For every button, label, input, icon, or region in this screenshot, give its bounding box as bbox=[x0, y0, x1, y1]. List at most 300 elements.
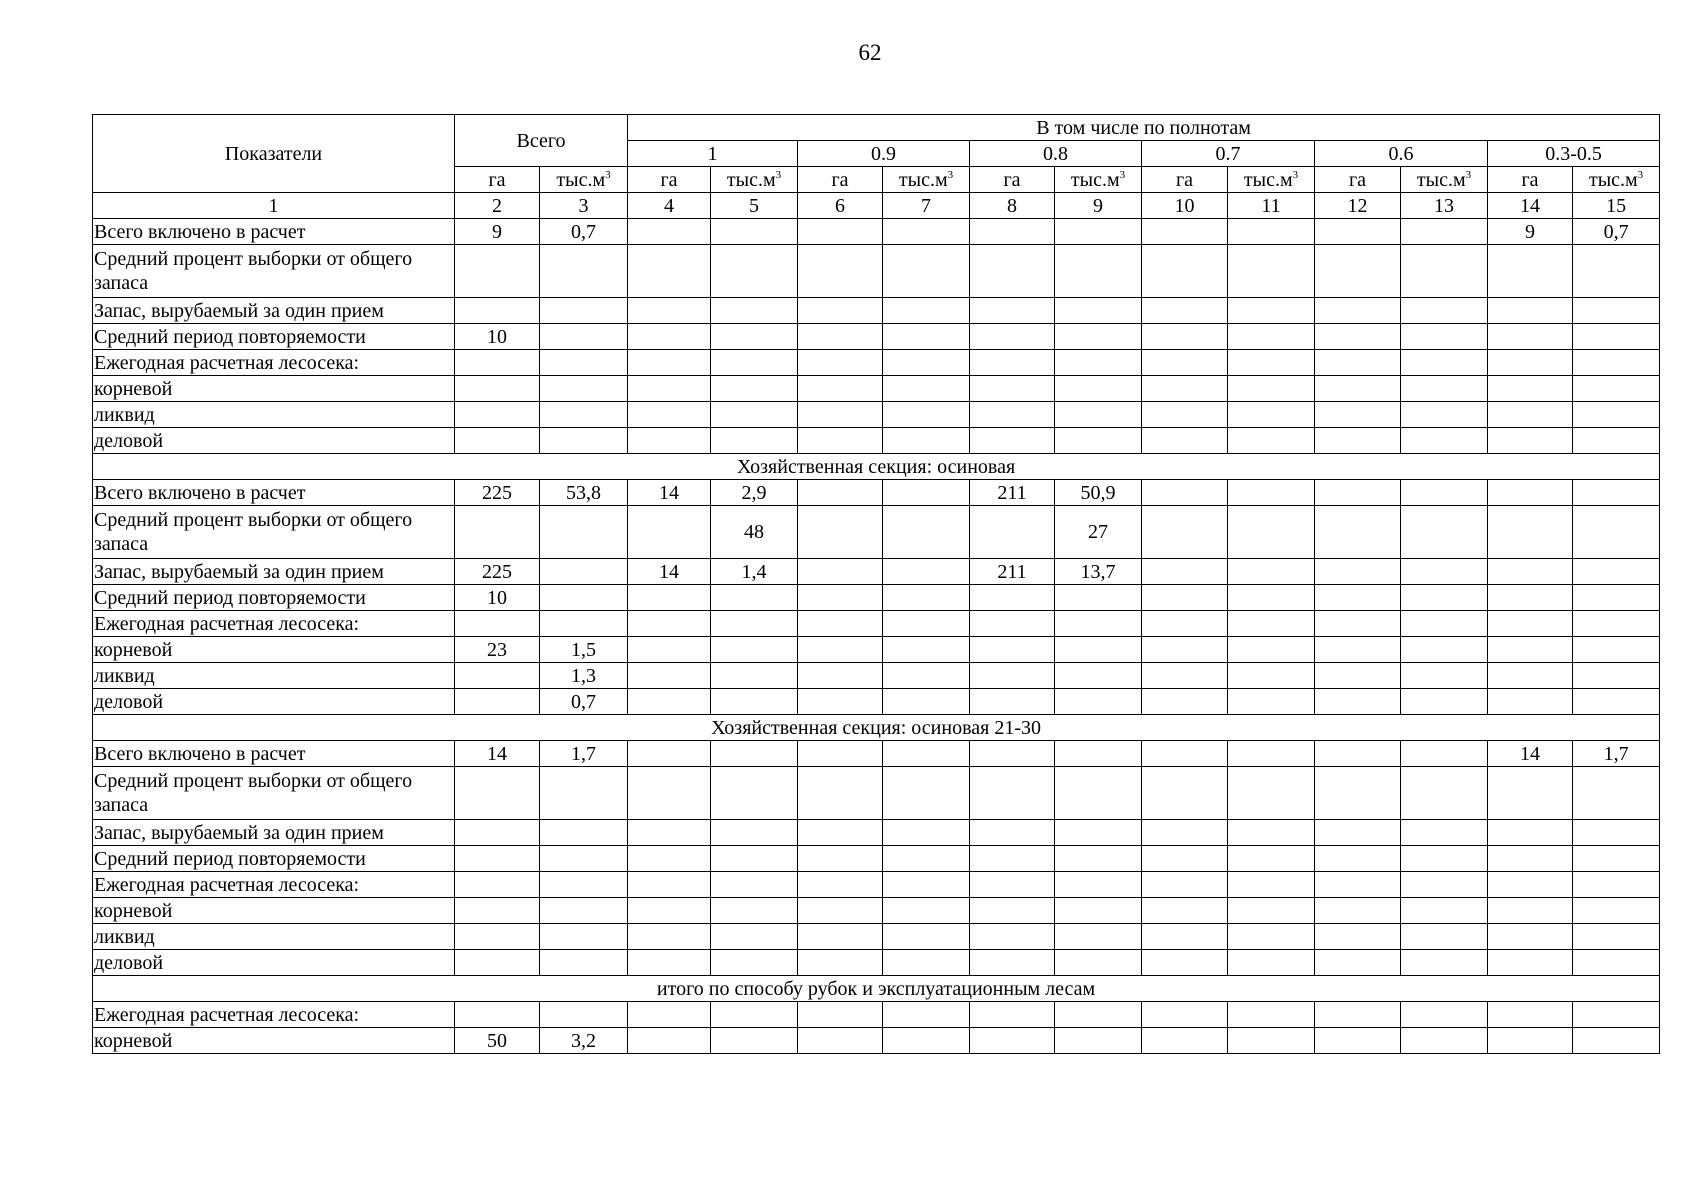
table-cell: 10 bbox=[455, 585, 540, 611]
table-cell bbox=[628, 820, 711, 846]
table-cell bbox=[1142, 585, 1228, 611]
unit-volume-text: тыс.м bbox=[726, 168, 776, 191]
table-cell: 0,7 bbox=[540, 219, 628, 245]
table-cell: 10 bbox=[455, 324, 540, 350]
table-cell bbox=[1315, 480, 1401, 506]
table-row bbox=[93, 950, 1660, 976]
unit-volume-exponent: 3 bbox=[1292, 168, 1299, 181]
table-cell bbox=[1488, 245, 1573, 298]
table-cell bbox=[798, 741, 883, 767]
table-cell bbox=[455, 1002, 540, 1028]
unit-volume-text: тыс.м bbox=[556, 168, 606, 191]
section-row bbox=[93, 454, 1660, 480]
table-cell bbox=[1228, 950, 1315, 976]
table-cell bbox=[540, 298, 628, 324]
table-cell bbox=[798, 898, 883, 924]
table-cell bbox=[1142, 480, 1228, 506]
table-cell bbox=[970, 663, 1055, 689]
column-number: 2 bbox=[455, 193, 540, 219]
table-cell bbox=[1142, 559, 1228, 585]
table-cell bbox=[455, 245, 540, 298]
column-number: 1 bbox=[93, 193, 455, 219]
table-cell bbox=[628, 350, 711, 376]
table-row bbox=[93, 846, 1660, 872]
table-cell bbox=[1228, 480, 1315, 506]
table-cell: 48 bbox=[711, 506, 798, 559]
table-cell bbox=[883, 741, 970, 767]
table-cell: 225 bbox=[455, 480, 540, 506]
table-cell bbox=[1573, 350, 1660, 376]
table-cell bbox=[540, 324, 628, 350]
table-cell bbox=[540, 767, 628, 820]
table-cell bbox=[628, 219, 711, 245]
table-cell bbox=[711, 872, 798, 898]
table-cell bbox=[798, 924, 883, 950]
table-cell bbox=[883, 611, 970, 637]
table-cell bbox=[1401, 846, 1488, 872]
table-cell bbox=[970, 324, 1055, 350]
table-row bbox=[93, 480, 1660, 506]
table-cell bbox=[1488, 767, 1573, 820]
table-cell: 2,9 bbox=[711, 480, 798, 506]
table-cell bbox=[1142, 741, 1228, 767]
table-cell bbox=[1488, 480, 1573, 506]
table-cell bbox=[1401, 872, 1488, 898]
table-cell bbox=[1055, 924, 1142, 950]
table-cell bbox=[1488, 324, 1573, 350]
table-cell bbox=[540, 506, 628, 559]
allowable-cut-table bbox=[92, 114, 1660, 1054]
table-cell bbox=[1401, 820, 1488, 846]
table-cell bbox=[883, 767, 970, 820]
table-cell bbox=[455, 428, 540, 454]
table-cell bbox=[1142, 402, 1228, 428]
table-cell bbox=[1315, 402, 1401, 428]
table-row bbox=[93, 298, 1660, 324]
row-label: Всего включено в расчет bbox=[93, 741, 455, 767]
table-cell: 225 bbox=[455, 559, 540, 585]
header-unit-ha: га bbox=[628, 167, 711, 193]
column-number: 11 bbox=[1228, 193, 1315, 219]
unit-volume-exponent: 3 bbox=[1119, 168, 1126, 181]
table-cell bbox=[798, 428, 883, 454]
table-cell bbox=[711, 637, 798, 663]
table-cell bbox=[883, 689, 970, 715]
table-cell bbox=[1315, 1002, 1401, 1028]
header-unit-volume bbox=[1573, 167, 1660, 193]
table-cell bbox=[540, 350, 628, 376]
table-row bbox=[93, 767, 1660, 820]
table-cell bbox=[883, 402, 970, 428]
header-unit-volume bbox=[883, 167, 970, 193]
table-cell bbox=[1055, 376, 1142, 402]
table-cell bbox=[883, 1028, 970, 1054]
table-cell bbox=[711, 245, 798, 298]
table-cell bbox=[1315, 298, 1401, 324]
table-cell bbox=[970, 872, 1055, 898]
table-cell bbox=[1228, 611, 1315, 637]
table-cell bbox=[798, 1028, 883, 1054]
table-cell: 50 bbox=[455, 1028, 540, 1054]
table-cell bbox=[883, 637, 970, 663]
row-label: Средний период повторяемости bbox=[93, 324, 455, 350]
section-title: Хозяйственная секция: осиновая bbox=[93, 454, 1660, 480]
column-number: 6 bbox=[798, 193, 883, 219]
unit-volume-text: тыс.м bbox=[1416, 168, 1466, 191]
header-indicator: Показатели bbox=[93, 115, 455, 193]
table-cell bbox=[883, 898, 970, 924]
table-cell bbox=[1573, 611, 1660, 637]
table-cell bbox=[1573, 376, 1660, 402]
table-cell bbox=[1573, 872, 1660, 898]
table-row bbox=[93, 637, 1660, 663]
table-cell bbox=[1142, 245, 1228, 298]
table-cell bbox=[883, 480, 970, 506]
table-cell bbox=[1315, 324, 1401, 350]
column-number: 14 bbox=[1488, 193, 1573, 219]
table-cell bbox=[1315, 245, 1401, 298]
table-cell bbox=[1488, 376, 1573, 402]
table-cell bbox=[1488, 950, 1573, 976]
table-cell bbox=[1488, 820, 1573, 846]
row-label: ликвид bbox=[93, 663, 455, 689]
table-cell bbox=[1142, 950, 1228, 976]
table-cell bbox=[1401, 950, 1488, 976]
table-row bbox=[93, 350, 1660, 376]
table-cell bbox=[711, 350, 798, 376]
table-cell bbox=[1401, 298, 1488, 324]
table-cell bbox=[711, 428, 798, 454]
table-cell bbox=[628, 1002, 711, 1028]
table-cell bbox=[970, 950, 1055, 976]
table-cell bbox=[1401, 741, 1488, 767]
table-row bbox=[93, 245, 1660, 298]
header-unit-ha: га bbox=[1315, 167, 1401, 193]
table-cell: 14 bbox=[455, 741, 540, 767]
table-row bbox=[93, 585, 1660, 611]
table-cell bbox=[1142, 637, 1228, 663]
row-label: Ежегодная расчетная лесосека: bbox=[93, 350, 455, 376]
column-number: 3 bbox=[540, 193, 628, 219]
table-cell bbox=[1315, 950, 1401, 976]
table-cell bbox=[455, 350, 540, 376]
table-cell bbox=[1228, 245, 1315, 298]
table-cell bbox=[1488, 924, 1573, 950]
table-cell bbox=[1488, 350, 1573, 376]
table-cell bbox=[1228, 376, 1315, 402]
table-cell bbox=[1142, 898, 1228, 924]
table-body bbox=[93, 219, 1660, 1054]
header-unit-volume bbox=[1055, 167, 1142, 193]
table-cell bbox=[1055, 663, 1142, 689]
header-density-5: 0.3-0.5 bbox=[1488, 141, 1660, 167]
table-cell bbox=[1055, 820, 1142, 846]
row-label: Ежегодная расчетная лесосека: bbox=[93, 1002, 455, 1028]
table-cell bbox=[798, 219, 883, 245]
table-cell: 14 bbox=[1488, 741, 1573, 767]
table-cell bbox=[711, 924, 798, 950]
table-cell bbox=[1401, 506, 1488, 559]
table-cell bbox=[1055, 1002, 1142, 1028]
table-cell bbox=[798, 663, 883, 689]
table-cell bbox=[1228, 559, 1315, 585]
table-cell bbox=[1573, 637, 1660, 663]
table-row bbox=[93, 663, 1660, 689]
table-cell bbox=[1228, 428, 1315, 454]
table-cell bbox=[970, 376, 1055, 402]
table-cell bbox=[628, 637, 711, 663]
table-cell bbox=[883, 1002, 970, 1028]
table-cell bbox=[711, 298, 798, 324]
table-cell bbox=[883, 219, 970, 245]
table-row bbox=[93, 611, 1660, 637]
table-row bbox=[93, 924, 1660, 950]
table-cell bbox=[1401, 219, 1488, 245]
table-cell bbox=[628, 846, 711, 872]
table-row bbox=[93, 741, 1660, 767]
table-cell bbox=[883, 298, 970, 324]
table-cell bbox=[970, 245, 1055, 298]
table-cell bbox=[628, 924, 711, 950]
table-cell bbox=[883, 506, 970, 559]
table-cell bbox=[711, 611, 798, 637]
table-cell bbox=[1488, 898, 1573, 924]
table-cell bbox=[1488, 872, 1573, 898]
table-cell bbox=[455, 506, 540, 559]
table-cell bbox=[1055, 350, 1142, 376]
table-cell bbox=[1228, 872, 1315, 898]
table-cell bbox=[1573, 924, 1660, 950]
table-cell bbox=[1488, 663, 1573, 689]
table-cell bbox=[540, 245, 628, 298]
table-cell bbox=[455, 767, 540, 820]
header-unit-volume bbox=[1401, 167, 1488, 193]
column-number: 8 bbox=[970, 193, 1055, 219]
unit-volume-exponent: 3 bbox=[775, 168, 782, 181]
unit-volume-exponent: 3 bbox=[1465, 168, 1472, 181]
table-cell bbox=[883, 350, 970, 376]
table-cell bbox=[1315, 637, 1401, 663]
table-cell bbox=[883, 950, 970, 976]
table-cell bbox=[798, 480, 883, 506]
table-cell bbox=[628, 741, 711, 767]
table-cell bbox=[1488, 689, 1573, 715]
table-cell bbox=[1055, 298, 1142, 324]
header-unit-volume bbox=[1228, 167, 1315, 193]
row-label: Ежегодная расчетная лесосека: bbox=[93, 872, 455, 898]
table-cell bbox=[1573, 898, 1660, 924]
table-cell bbox=[1142, 767, 1228, 820]
row-label: деловой bbox=[93, 428, 455, 454]
header-unit-ha: га bbox=[970, 167, 1055, 193]
table-cell bbox=[1573, 585, 1660, 611]
table-cell bbox=[628, 689, 711, 715]
table-row bbox=[93, 559, 1660, 585]
table-row bbox=[93, 820, 1660, 846]
table-cell bbox=[628, 585, 711, 611]
table-cell bbox=[540, 1002, 628, 1028]
table-cell bbox=[970, 219, 1055, 245]
table-cell bbox=[711, 689, 798, 715]
table-cell bbox=[1401, 585, 1488, 611]
row-label: Средний период повторяемости bbox=[93, 846, 455, 872]
table-cell bbox=[970, 689, 1055, 715]
table-cell bbox=[628, 324, 711, 350]
table-cell: 13,7 bbox=[1055, 559, 1142, 585]
table-cell bbox=[798, 767, 883, 820]
table-cell bbox=[970, 611, 1055, 637]
table-cell: 211 bbox=[970, 480, 1055, 506]
table-cell bbox=[711, 1002, 798, 1028]
table-cell bbox=[1228, 298, 1315, 324]
table-cell: 14 bbox=[628, 480, 711, 506]
table-cell bbox=[1573, 428, 1660, 454]
table-cell bbox=[1228, 350, 1315, 376]
table-cell: 1,5 bbox=[540, 637, 628, 663]
table-cell bbox=[1315, 350, 1401, 376]
table-cell: 53,8 bbox=[540, 480, 628, 506]
column-number: 5 bbox=[711, 193, 798, 219]
table-row bbox=[93, 872, 1660, 898]
table-cell bbox=[1315, 767, 1401, 820]
table-cell bbox=[540, 611, 628, 637]
table-cell bbox=[883, 820, 970, 846]
table-cell bbox=[798, 376, 883, 402]
table-cell bbox=[798, 1002, 883, 1028]
table-cell bbox=[1228, 585, 1315, 611]
table-row bbox=[93, 402, 1660, 428]
header-density-3: 0.7 bbox=[1142, 141, 1315, 167]
table-row bbox=[93, 506, 1660, 559]
table-cell bbox=[1488, 1028, 1573, 1054]
table-cell bbox=[1401, 428, 1488, 454]
table-cell bbox=[1488, 637, 1573, 663]
table-cell bbox=[970, 428, 1055, 454]
table-cell bbox=[1228, 924, 1315, 950]
table-cell: 23 bbox=[455, 637, 540, 663]
table-cell bbox=[1228, 741, 1315, 767]
table-cell: 1,4 bbox=[711, 559, 798, 585]
table-cell bbox=[1573, 820, 1660, 846]
table-cell bbox=[798, 324, 883, 350]
table-cell bbox=[455, 820, 540, 846]
table-cell bbox=[1228, 1002, 1315, 1028]
table-cell bbox=[798, 689, 883, 715]
table-cell bbox=[1401, 637, 1488, 663]
table-cell: 0,7 bbox=[1573, 219, 1660, 245]
table-cell bbox=[1488, 402, 1573, 428]
table-cell bbox=[1315, 506, 1401, 559]
row-label: Всего включено в расчет bbox=[93, 219, 455, 245]
page-number: 62 bbox=[858, 40, 882, 65]
table-cell bbox=[1142, 350, 1228, 376]
table-cell bbox=[455, 663, 540, 689]
table-cell bbox=[1315, 741, 1401, 767]
table-cell bbox=[628, 872, 711, 898]
unit-volume-text: тыс.м bbox=[1243, 168, 1293, 191]
header-total: Всего bbox=[455, 115, 628, 167]
table-cell bbox=[1055, 611, 1142, 637]
table-cell bbox=[455, 924, 540, 950]
table-cell bbox=[628, 767, 711, 820]
table-cell bbox=[970, 506, 1055, 559]
table-cell bbox=[883, 585, 970, 611]
table-cell bbox=[1142, 872, 1228, 898]
table-cell bbox=[1315, 1028, 1401, 1054]
table-cell bbox=[1142, 298, 1228, 324]
table-cell bbox=[1228, 402, 1315, 428]
table-cell bbox=[1142, 846, 1228, 872]
table-cell bbox=[1055, 898, 1142, 924]
table-cell bbox=[1055, 428, 1142, 454]
row-label: корневой bbox=[93, 1028, 455, 1054]
table-cell bbox=[1142, 376, 1228, 402]
row-label: корневой bbox=[93, 376, 455, 402]
table-cell bbox=[1401, 1002, 1488, 1028]
header-column-numbers bbox=[93, 193, 1660, 219]
table-cell bbox=[1401, 611, 1488, 637]
table-cell bbox=[455, 872, 540, 898]
table-cell bbox=[540, 950, 628, 976]
column-number: 9 bbox=[1055, 193, 1142, 219]
table-cell bbox=[1055, 637, 1142, 663]
table-cell bbox=[883, 376, 970, 402]
section-title: Хозяйственная секция: осиновая 21-30 bbox=[93, 715, 1660, 741]
table-cell bbox=[1315, 376, 1401, 402]
table-cell bbox=[1573, 689, 1660, 715]
column-number: 15 bbox=[1573, 193, 1660, 219]
table-cell bbox=[628, 402, 711, 428]
table-cell bbox=[1315, 898, 1401, 924]
table-cell bbox=[798, 350, 883, 376]
table-cell bbox=[1488, 1002, 1573, 1028]
table-cell bbox=[711, 324, 798, 350]
table-cell bbox=[1055, 402, 1142, 428]
header-unit-volume bbox=[540, 167, 628, 193]
header-density-1: 0.9 bbox=[798, 141, 970, 167]
table-cell bbox=[1228, 1028, 1315, 1054]
table-row bbox=[93, 1028, 1660, 1054]
row-label: Запас, вырубаемый за один прием bbox=[93, 820, 455, 846]
table-cell bbox=[1315, 611, 1401, 637]
table-cell bbox=[970, 1028, 1055, 1054]
column-number: 4 bbox=[628, 193, 711, 219]
table-cell bbox=[1488, 846, 1573, 872]
row-label: Ежегодная расчетная лесосека: bbox=[93, 611, 455, 637]
table-cell bbox=[883, 924, 970, 950]
table-cell bbox=[1401, 689, 1488, 715]
table-cell bbox=[1315, 846, 1401, 872]
column-number: 7 bbox=[883, 193, 970, 219]
table-cell bbox=[1573, 298, 1660, 324]
table-cell bbox=[1573, 402, 1660, 428]
table-cell bbox=[1573, 846, 1660, 872]
table-cell bbox=[798, 585, 883, 611]
row-label: корневой bbox=[93, 637, 455, 663]
row-label: Средний процент выборки от общего запаса bbox=[93, 767, 455, 820]
table-cell bbox=[883, 872, 970, 898]
table-cell bbox=[1055, 245, 1142, 298]
header-density-4: 0.6 bbox=[1315, 141, 1488, 167]
table-cell bbox=[1488, 611, 1573, 637]
table-cell bbox=[1573, 506, 1660, 559]
table-cell bbox=[455, 611, 540, 637]
table-cell bbox=[1142, 689, 1228, 715]
table-cell bbox=[711, 898, 798, 924]
table-cell bbox=[1488, 428, 1573, 454]
unit-volume-exponent: 3 bbox=[605, 168, 611, 181]
table-cell bbox=[628, 298, 711, 324]
